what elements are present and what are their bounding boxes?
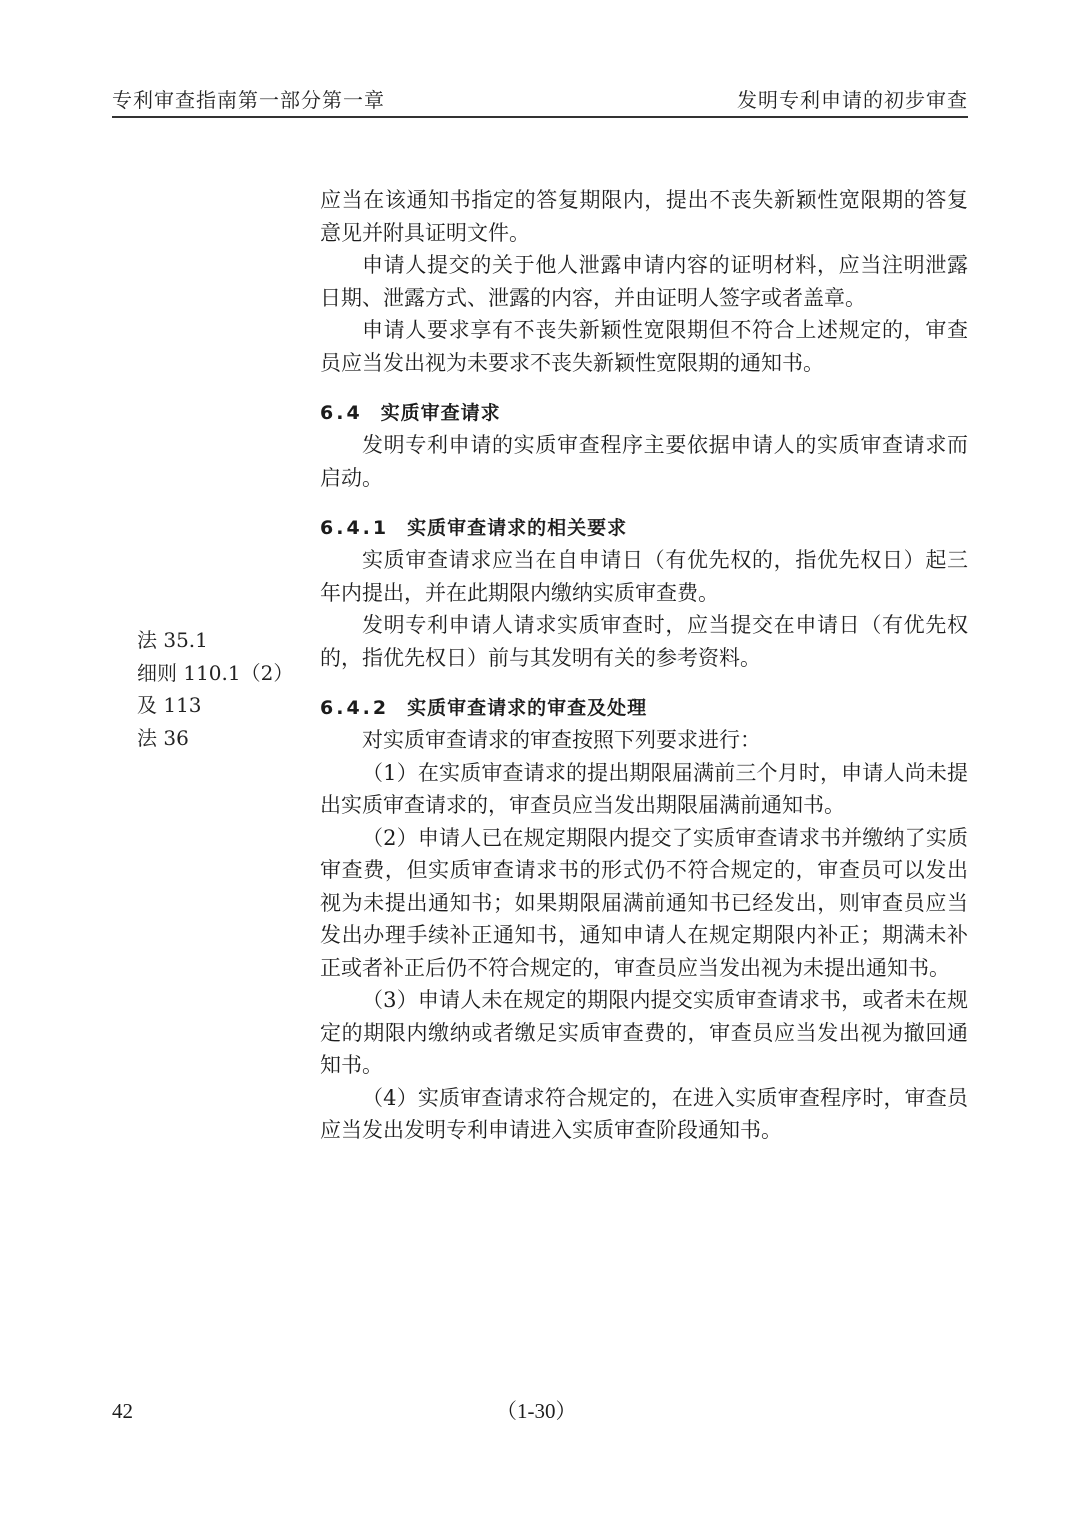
header-rule	[112, 116, 968, 118]
paragraph: （2）申请人已在规定期限内提交了实质审查请求书并缴纳了实质审查费，但实质审查请求书的形式仍不符合规定的，审查员可以发出视为未提出通知书；如果期限届满前通知书已经发出，则审查员应当发出办理手续补正通知书，通知申请人在规定期限内补正；期满未补正或者补正后仍不符合规定的，审查员应当发出视为未提出通知书。	[320, 825, 968, 980]
section-title: 实质审查请求	[380, 402, 501, 424]
paragraph: （4）实质审查请求符合规定的，在进入实质审查程序时，审查员应当发出发明专利申请进入实质审查阶段通知书。	[320, 1085, 968, 1142]
page-number: 42	[112, 1399, 133, 1423]
header-section-title: 发明专利申请的初步审查	[737, 88, 968, 112]
section-number: 6.4	[320, 402, 363, 424]
section-number: 6.4.2	[320, 697, 390, 719]
paragraph: 发明专利申请人请求实质审查时，应当提交在申请日（有优先权的，指优先权日）前与其发明有关的参考资料。	[320, 613, 968, 670]
section-heading-6-4-1	[320, 512, 968, 544]
section-heading-6-4-2	[320, 692, 968, 724]
margin-note: 法 35.1	[137, 628, 208, 652]
header-chapter-title: 专利审查指南第一部分第一章	[112, 88, 385, 112]
paragraph: 对实质审查请求的审查按照下列要求进行：	[362, 728, 761, 752]
paragraph: 实质审查请求应当在自申请日（有优先权的，指优先权日）起三年内提出，并在此期限内缴纳实质审查费。	[320, 548, 968, 605]
section-title: 实质审查请求的审查及处理	[407, 697, 648, 719]
paragraph: 申请人提交的关于他人泄露申请内容的证明材料，应当注明泄露日期、泄露方式、泄露的内容，并由证明人签字或者盖章。	[320, 253, 968, 310]
section-number: 6.4.1	[320, 517, 390, 539]
margin-notes	[137, 624, 293, 754]
section-page-code: （1-30）	[496, 1399, 577, 1423]
paragraph: 申请人要求享有不丧失新颖性宽限期但不符合上述规定的，审查员应当发出视为未要求不丧失新颖性宽限期的通知书。	[320, 318, 968, 375]
paragraph: （1）在实质审查请求的提出期限届满前三个月时，申请人尚未提出实质审查请求的，审查员应当发出期限届满前通知书。	[320, 760, 968, 817]
paragraph: 发明专利申请的实质审查程序主要依据申请人的实质审查请求而启动。	[320, 433, 968, 490]
paragraph: （3）申请人未在规定的期限内提交实质审查请求书，或者未在规定的期限内缴纳或者缴足实质审查费的，审查员应当发出视为撤回通知书。	[320, 988, 968, 1077]
section-title: 实质审查请求的相关要求	[407, 517, 628, 539]
margin-note: 及 113	[137, 693, 202, 717]
section-heading-6-4	[320, 397, 968, 429]
margin-note: 法 36	[137, 725, 189, 750]
body-text	[320, 184, 968, 1147]
margin-note: 细则 110.1（2）	[137, 660, 294, 685]
paragraph: 应当在该通知书指定的答复期限内，提出不丧失新颖性宽限期的答复意见并附具证明文件。	[320, 188, 968, 245]
